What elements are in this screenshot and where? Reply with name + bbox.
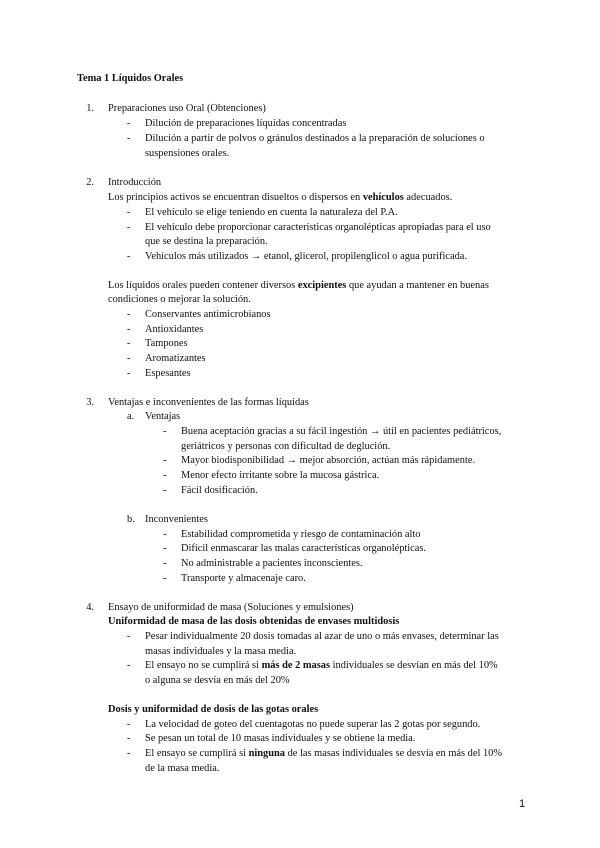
section-4-number: 4. bbox=[86, 602, 94, 613]
bullet-dash: - bbox=[127, 222, 131, 233]
section-2-intro: Los principios activos se encuentran disueltos o dispersos en vehículos adecuados. bbox=[108, 192, 453, 203]
subheading-gotas-orales: Dosis y uniformidad de dosis de las gotas orales bbox=[108, 704, 319, 715]
excipientes-paragraph-continuation: condiciones o mejorar la solución. bbox=[108, 294, 251, 305]
list-item: Dilución de preparaciones líquidas concentradas bbox=[145, 118, 347, 129]
bullet-dash: - bbox=[127, 733, 131, 744]
section-2-number: 2. bbox=[86, 177, 94, 188]
list-item: No administrable a pacientes inconscientes. bbox=[181, 558, 363, 569]
page-number: 1 bbox=[519, 798, 526, 810]
bullet-dash: - bbox=[163, 543, 167, 554]
subsection-a-label: a. bbox=[127, 411, 135, 422]
list-item: Conservantes antimicrobianos bbox=[145, 309, 271, 320]
bullet-dash: - bbox=[127, 748, 131, 759]
bullet-dash: - bbox=[127, 207, 131, 218]
bullet-dash: - bbox=[163, 485, 167, 496]
bullet-dash: - bbox=[163, 470, 167, 481]
bullet-dash: - bbox=[127, 368, 131, 379]
list-item: Transporte y almacenaje caro. bbox=[181, 573, 306, 584]
list-item: Vehículos más utilizados → etanol, glicerol, propilenglicol o agua purificada. bbox=[145, 251, 468, 262]
bullet-dash: - bbox=[127, 660, 131, 671]
list-item-continuation: o alguna se desvía en más del 20% bbox=[145, 675, 290, 686]
list-item: Antioxidantes bbox=[145, 324, 204, 335]
list-item: Menor efecto irritante sobre la mucosa gástrica. bbox=[181, 470, 380, 481]
list-item: Buena aceptación gracias a su fácil ingestión → útil en pacientes pediátricos, bbox=[181, 426, 502, 437]
list-item-continuation: de la masa media. bbox=[145, 763, 220, 774]
list-item: Aromatizantes bbox=[145, 353, 206, 364]
subsection-b-heading: Inconvenientes bbox=[145, 514, 208, 525]
list-item: Difícil enmascarar las malas características organolépticas. bbox=[181, 543, 427, 554]
bullet-dash: - bbox=[127, 118, 131, 129]
subsection-b-label: b. bbox=[127, 514, 135, 525]
bullet-dash: - bbox=[163, 573, 167, 584]
bullet-dash: - bbox=[127, 338, 131, 349]
list-item: Se pesan un total de 10 masas individuales y se obtiene la media. bbox=[145, 733, 416, 744]
list-item-continuation: geriátricos y personas con dificultad de deglución. bbox=[181, 441, 391, 452]
bullet-dash: - bbox=[127, 133, 131, 144]
excipientes-paragraph: Los líquidos orales pueden contener diversos excipientes que ayudan a mantener en buenas bbox=[108, 280, 489, 291]
list-item: Tampones bbox=[145, 338, 188, 349]
list-item: Espesantes bbox=[145, 368, 191, 379]
list-item: Dilución a partir de polvos o gránulos destinados a la preparación de soluciones o bbox=[145, 133, 485, 144]
list-item: Fácil dosificación. bbox=[181, 485, 258, 496]
list-item: El vehículo se elige teniendo en cuenta la naturaleza del P.A. bbox=[145, 207, 398, 218]
section-1-heading: Preparaciones uso Oral (Obtenciones) bbox=[108, 103, 266, 114]
list-item: El ensayo se cumplirá si ninguna de las masas individuales se desvía en más del 10% bbox=[145, 748, 502, 759]
bullet-dash: - bbox=[163, 529, 167, 540]
section-3-number: 3. bbox=[86, 397, 94, 408]
section-3-heading: Ventajas e inconvenientes de las formas líquidas bbox=[108, 397, 309, 408]
bullet-dash: - bbox=[127, 719, 131, 730]
list-item: Estabilidad comprometida y riesgo de contaminación alto bbox=[181, 529, 421, 540]
document-title: Tema 1 Líquidos Orales bbox=[77, 73, 184, 84]
list-item-continuation: suspensiones orales. bbox=[145, 148, 230, 159]
list-item: Pesar individualmente 20 dosis tomadas al azar de uno o más envases, determinar las bbox=[145, 631, 499, 642]
bullet-dash: - bbox=[163, 558, 167, 569]
section-2-heading: Introducción bbox=[108, 177, 162, 188]
subsection-a-heading: Ventajas bbox=[145, 411, 181, 422]
list-item-continuation: masas individuales y la masa media. bbox=[145, 646, 297, 657]
section-1-number: 1. bbox=[86, 103, 94, 114]
list-item: El ensayo no se cumplirá si más de 2 masas individuales se desvían en más del 10% bbox=[145, 660, 498, 671]
bullet-dash: - bbox=[127, 353, 131, 364]
bullet-dash: - bbox=[163, 426, 167, 437]
list-item-continuation: que se destina la preparación. bbox=[145, 236, 268, 247]
list-item: La velocidad de goteo del cuentagotas no puede superar las 2 gotas por segundo. bbox=[145, 719, 481, 730]
list-item: El vehículo debe proporcionar características organolépticas apropiadas para el uso bbox=[145, 222, 491, 233]
bullet-dash: - bbox=[127, 324, 131, 335]
bullet-dash: - bbox=[127, 251, 131, 262]
list-item: Mayor biodisponibilidad → mejor absorción, actúan más rápidamente. bbox=[181, 455, 476, 466]
bullet-dash: - bbox=[127, 631, 131, 642]
subheading-multidosis: Uniformidad de masa de las dosis obtenidas de envases multidosis bbox=[108, 616, 400, 627]
section-4-heading: Ensayo de uniformidad de masa (Soluciones y emulsiones) bbox=[108, 602, 354, 613]
bullet-dash: - bbox=[163, 455, 167, 466]
bullet-dash: - bbox=[127, 309, 131, 320]
